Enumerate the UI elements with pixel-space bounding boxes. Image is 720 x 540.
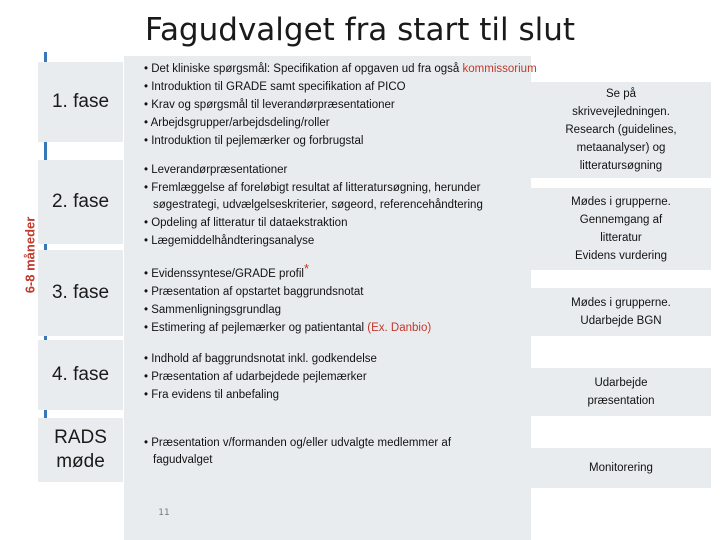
rads-line-1: RADS [54,427,107,448]
phase-1-bullet-3: • Krav og spørgsmål til leverandørpræsentationer [144,99,395,111]
rads-line-2: møde [56,451,105,472]
phase-3-bullet-4-text: • Estimering af pejlemærker og patientantal [144,322,368,334]
phase-4-label [38,340,123,410]
phase-2-bullet-4: • Lægemiddelhåndteringsanalyse [144,235,315,247]
phase-3-content [124,252,531,342]
phase-3-label [38,250,123,336]
phase-1-bullet-5: • Introduktion til pejlemærker og forbrugstal [144,135,364,147]
page-title: Fagudvalget fra start til slut [144,12,576,48]
rads-meeting-label [38,418,123,482]
asterisk-marker: * [303,261,310,276]
phase-3-bullet-4 [144,319,531,337]
rads-content [124,422,531,480]
phase-2-label [38,160,123,244]
phase-4-content [124,342,531,422]
phase-4-bullet-3: • Fra evidens til anbefaling [144,389,280,401]
phase-3-bullet-1-text: • Evidenssyntese/GRADE profil [144,268,304,280]
phase-1-text: 1. fase [51,91,110,112]
side-note-3-line-1: Mødes i grupperne. [571,297,671,309]
phase-1-content [124,56,537,152]
phase-1-bullet-1-text: • Det kliniske spørgsmål: Specifikation af opgaven ud fra også [144,63,463,75]
phase-4-bullet-2: • Præsentation af udarbejdede pejlemærker [144,371,367,383]
side-note-2-line-2: Gennemgang af [579,214,663,226]
side-note-1-line-3: Research (guidelines, [565,124,677,136]
side-note-1-line-4: metaanalyser) og [576,142,666,154]
kommissorium-highlight: kommissorium [462,63,537,75]
side-note-2-line-3: litteratur [600,232,642,244]
rads-bullet-1-continued: fagudvalget [153,454,213,466]
side-note-2-line-1: Mødes i grupperne. [571,196,671,208]
phase-2-text: 2. fase [51,191,110,212]
side-note-phase-2 [531,188,711,270]
phase-2-bullet-2: • Fremlæggelse af foreløbigt resultat af litteratursøgning, herunder [144,182,481,194]
danbio-highlight: (Ex. Danbio) [367,322,432,334]
phase-1-bullet-2: • Introduktion til GRADE samt specifikation af PICO [144,81,406,93]
side-note-phase-1 [531,82,711,178]
page-number: 11 [158,508,170,518]
duration-label-text: 6-8 måneder [22,216,38,294]
side-note-4-line-2: præsentation [587,395,655,407]
phase-1-bullet-4: • Arbejdsgrupper/arbejdsdeling/roller [144,117,330,129]
side-note-rads [531,448,711,488]
phase-2-bullet-1: • Leverandørpræsentationer [144,164,288,176]
side-note-3-line-2: Udarbejde BGN [580,315,662,327]
phase-1-bullet-1 [144,60,537,78]
side-note-1-line-2: skrivevejledningen. [572,106,670,118]
phase-3-text: 3. fase [51,282,110,303]
side-note-1-line-1: Se på [605,88,637,100]
phase-3-bullet-2: • Præsentation af opstartet baggrundsnotat [144,286,364,298]
side-note-phase-4 [531,368,711,416]
side-note-1-line-5: litteratursøgning [579,160,663,172]
phase-1-label [38,62,123,142]
side-note-4-line-1: Udarbejde [594,377,648,389]
phase-4-bullet-1: • Indhold af baggrundsnotat inkl. godkendelse [144,353,377,365]
phase-2-bullet-3: • Opdeling af litteratur til dataekstraktion [144,217,348,229]
phase-3-bullet-3: • Sammenligningsgrundlag [144,304,281,316]
phase-4-text: 4. fase [51,364,110,385]
phase-3-bullet-1 [144,260,531,283]
side-note-2-line-4: Evidens vurdering [574,250,668,262]
side-note-phase-3 [531,288,711,336]
phase-2-content [124,152,531,252]
rads-bullet-1: • Præsentation v/formanden og/eller udvalgte medlemmer af [144,437,452,449]
phase-2-bullet-2-continued: søgestrategi, udvælgelseskriterier, søgeord, referencehåndtering [153,199,483,211]
side-note-5-line-1: Monitorering [589,462,653,474]
